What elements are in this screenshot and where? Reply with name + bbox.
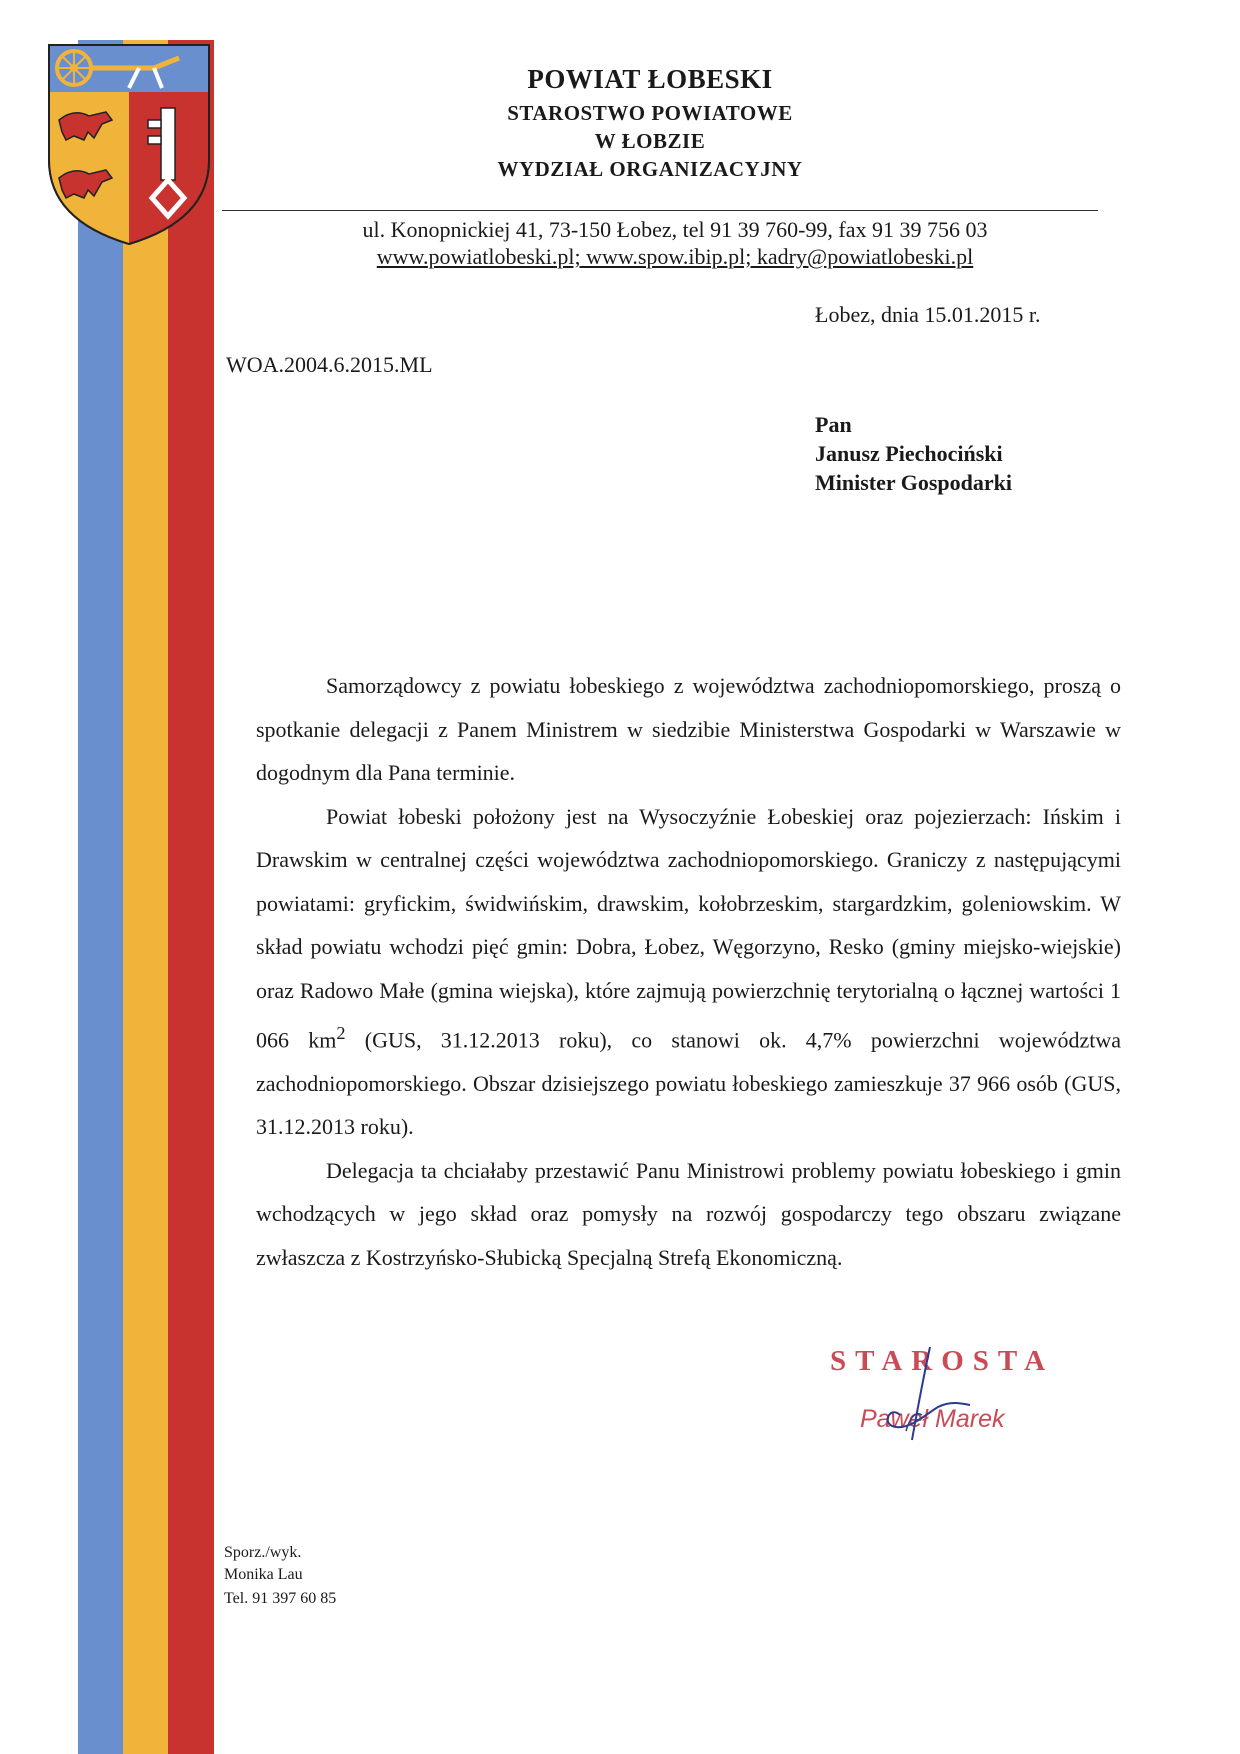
coat-of-arms-icon: [44, 40, 214, 248]
stamp-title: STAROSTA: [830, 1345, 1055, 1377]
letter-body: [256, 664, 1121, 1279]
header-office: STAROSTWO POWIATOWE: [507, 101, 793, 125]
stamp-name: Paweł Marek: [860, 1405, 1005, 1433]
red-stripe: [168, 40, 214, 1754]
header-title: POWIAT ŁOBESKI: [527, 64, 773, 94]
body-paragraph-1: Samorządowcy z powiatu łobeskiego z województwa zachodniopomorskiego, proszą o spotkanie delegacji z Panem Ministrem w siedzibie Ministerstwa Gospodarki w Warszawie w dogodnym dla Pana terminie.: [256, 673, 1121, 785]
reference-number: WOA.2004.6.2015.ML: [226, 352, 433, 377]
addressee-title: Minister Gospodarki: [815, 470, 1013, 495]
addressee-name: Janusz Piechociński: [815, 441, 1003, 466]
body-paragraph-2-part-2: (GUS, 31.12.2013 roku), co stanowi ok. 4,7% powierzchni województwa zachodniopomorskiego. Obszar dzisiejszego powiatu łobeskiego zamieszkuje 37 966 osób (GUS, 31.12.2013 roku).: [256, 1027, 1121, 1140]
prepared-by-label: Sporz./wyk.: [224, 1544, 302, 1561]
header-divider: [222, 210, 1098, 211]
header-department: WYDZIAŁ ORGANIZACYJNY: [497, 157, 803, 181]
official-stamp: [830, 1345, 1070, 1445]
body-paragraph-2-part-1: Powiat łobeski położony jest na Wysoczyźnie Łobeskiej oraz pojezierzach: Ińskim i Drawskim w centralnej części województwa zachodniopomorskiego. Graniczy z następującymi powiatami: gryfickim, świdwińskim, drawskim, kołobrzeskim, stargardzkim, goleniowskim. W skład powiatu wchodzi pięć gmin: Dobra, Łobez, Węgorzyno, Resko (gminy miejsko-wiejskie) oraz Radowo Małe (gmina wiejska), które zajmują powierzchnię terytorialną o łącznej wartości 1 066 km: [256, 803, 1121, 1053]
contact-web-links[interactable]: www.powiatlobeski.pl; www.spow.ibip.pl; kadry@powiatlobeski.pl: [376, 244, 974, 269]
body-paragraph-3: Delegacja ta chciałaby przestawić Panu Ministrowi problemy powiatu łobeskiego i gmin wchodzących w jego skład oraz pomysły na rozwój gospodarczy tego obszaru związane zwłaszcza z Kostrzyńsko-Słubicką Specjalną Strefą Ekonomiczną.: [256, 1157, 1121, 1270]
contact-address: ul. Konopnickiej 41, 73-150 Łobez, tel 91 39 760-99, fax 91 39 756 03: [362, 217, 988, 242]
flag-stripes: [78, 40, 214, 1754]
superscript-2: 2: [336, 1023, 346, 1043]
prepared-by-phone: Tel. 91 397 60 85: [224, 1590, 337, 1607]
addressee-salutation: Pan: [815, 412, 852, 437]
header-city: W ŁOBZIE: [594, 129, 706, 153]
letter-date: Łobez, dnia 15.01.2015 r.: [815, 302, 1041, 327]
yellow-stripe: [123, 40, 168, 1754]
body-paragraph-2: [256, 795, 1121, 1149]
prepared-by-name: Monika Lau: [224, 1566, 303, 1583]
signature-icon: [830, 1345, 1070, 1445]
blue-stripe: [78, 40, 123, 1754]
